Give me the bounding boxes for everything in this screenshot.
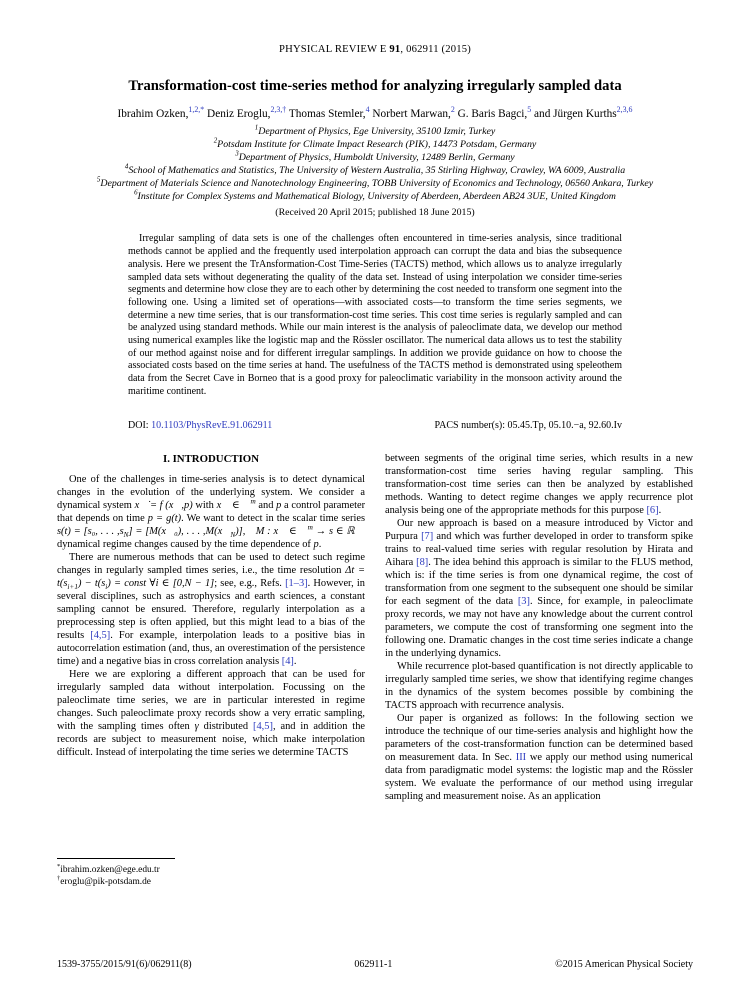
author-list [57, 105, 693, 120]
paragraph-intro-4 [385, 452, 693, 517]
text-segment: 2 [213, 137, 218, 145]
text-segment: * [57, 862, 61, 870]
text-segment: PHYSICAL REVIEW E [279, 44, 390, 55]
body-columns [57, 452, 693, 888]
text-segment: . For example, interpolation leads to a positive bias in autocorrelation estimation (and, thus, an overestimation of the persistence time) and a negative bias in cross correlation analysis [57, 629, 365, 667]
affiliation-4 [57, 165, 693, 178]
affiliation-1 [57, 126, 693, 139]
text-segment [245, 526, 255, 537]
text-segment: γ [194, 720, 199, 732]
text-segment: Potsdam Institute for Climate Impact Research (PIK), 14473 Potsdam, Germany [217, 138, 537, 150]
text-segment: between segments of the original time series, which results in a new transformation-cost time series having regular sampling. This transformation-cost time series can then be analyzed by established methods. Wanting to detect regime changes we apply recurrence plot analysis being one of the appropriate methods for this purpose [385, 452, 693, 516]
affiliation-list [57, 126, 693, 203]
text-segment: 4 [124, 163, 129, 171]
citation-link[interactable]: [3] [517, 595, 530, 607]
text-segment: i [105, 582, 108, 591]
text-segment: M : x⃗ ∈ ℝ [255, 525, 308, 537]
citation-link[interactable]: [6] [646, 504, 659, 516]
text-segment: School of Mathematics and Statistics, The University of Western Australia, 35 Stirling Highway, Crawley, WA 6009, Australia [128, 164, 626, 176]
text-segment: Department of Materials Science and Nanotechnology Engineering, TOBB University of Economics and Technology, 06560 Ankara, Turkey [100, 177, 654, 189]
citation-link[interactable]: 2 [450, 105, 455, 115]
received-published-line: (Received 20 April 2015; published 18 June 2015) [275, 207, 475, 219]
text-segment: , and in addition the records are subject to measurement noise, which make interpolation difficult. Instead of interpolating the time series we determine TACTS [57, 720, 366, 758]
text-segment: While recurrence plot-based quantification is not directly applicable to irregularly sampled time series, we show that identifying regime changes in the dynamics of the system becomes possible by combining the TACTS approach with recurrence analysis. [385, 660, 693, 711]
text-segment: . [658, 504, 662, 516]
text-segment: Norbert Marwan, [369, 108, 451, 120]
footnote-email-2 [57, 876, 365, 888]
paragraph-intro-7 [385, 712, 693, 803]
abstract-text: Irregular sampling of data sets is one of the challenges often encountered in time-series analysis, since traditional methods cannot be applied and the frequently used interpolation approach can corrupt the data and bias the subsequence analysis. Here we present the TrAnsformation-Cost Time-Series (TACTS) method, which allows us to analyze irregularly sampled data sets without degenerating the quality of the data set. Instead of using interpolation we consider time-series segments and determine how close they are to each other by determining the cost needed to transform one segment into the following one. Using a limited set of operations—with associated costs—to transform the time series segments, we determine a new time series, that is our transformation-cost time series. This cost time series is regularly sampled and can be analyzed using standard methods. While our main interest is the analysis of paleoclimate data, we develop our method using numerical examples like the logistic map and the Rössler oscillator. The numerical data allows us to test the stability of our method against noise and for different irregular samplings. In addition we provide guidance on how to choose the associated costs based on the time series at hand. The usefulness of the TACTS method is demonstrated using speleothem data from the Secret Cave in Borneo that is a good proxy for paleoclimatic variability in the monsoon activity around the maritime continent. [128, 233, 622, 397]
text-segment: Here we are exploring a different approach that can be used for irregularly sampled data without interpolation. Focussing on the paleoclimate time series, we are in particular interested in regime changes. Such paleoclimate proxy records show a very erratic sampling, with the sampling times often [57, 668, 365, 732]
right-column [385, 452, 693, 888]
text-segment: DOI: [128, 419, 152, 431]
text-segment: m [250, 497, 256, 506]
text-segment: † [57, 874, 61, 882]
journal-header [57, 44, 693, 55]
pacs-numbers: PACS number(s): 05.45.Tp, 05.10.−a, 92.60.Iv [434, 419, 622, 431]
citation-link[interactable]: 5 [527, 105, 532, 115]
footer-issn-code: 1539-3755/2015/91(6)/062911(8) [57, 959, 192, 970]
text-segment: we apply our method using numerical data from paradigmatic model systems: the logistic map and the Rössler system. We evaluate the performance of our method using irregular sampling and measurement noise. As an application [385, 751, 693, 802]
citation-link[interactable]: [1–3] [285, 577, 308, 589]
citation-link[interactable]: 10.1103/PhysRevE.91.062911 [151, 419, 273, 431]
text-segment: i+1 [67, 582, 78, 591]
text-segment: Department of Physics, Humboldt University, 12489 Berlin, Germany [238, 151, 515, 163]
text-segment: s(t) = [s₀, . . . ,s [57, 525, 124, 537]
footnote-email-1 [57, 864, 365, 876]
footnote-rule [57, 858, 175, 859]
affiliation-3 [57, 152, 693, 165]
text-segment: and Jürgen Kurths [531, 108, 617, 120]
text-segment: 91 [389, 44, 401, 55]
text-segment: dynamical regime changes caused by the time dependence of [57, 525, 365, 550]
text-segment: . Since, for example, in paleoclimate proxy records, we may not have any knowledge about the current control parameters, we compute the cost of transforming one segment into the following one. Dramatic changes in the cost time series indicate a change in the underlying dynamics. [385, 595, 693, 659]
text-segment: 3 [235, 150, 239, 158]
text-segment: . However, in several disciplines, such as astrophysics and earth sciences, a constant sampling cannot be ensured. Therefore, regularly interpolation as a preprocessing step is often applied, but this might lead to a bias of the results [57, 577, 366, 641]
text-segment: p [313, 538, 319, 550]
text-segment: Ibrahim Ozken, [117, 108, 189, 120]
text-segment: Department of Physics, Ege University, 35100 Izmir, Turkey [258, 126, 496, 137]
text-segment: ) = const ∀i ∈ [0,N − 1] [107, 577, 215, 589]
paragraph-intro-6 [385, 660, 693, 712]
text-segment: 1 [254, 124, 259, 132]
footer-page-number: 062911-1 [354, 959, 393, 970]
text-segment: . [318, 538, 322, 550]
text-segment: . We want to detect in the scalar time series [181, 512, 365, 524]
text-segment: m [307, 523, 313, 532]
citation-link[interactable]: [4,5] [253, 720, 273, 732]
paragraph-intro-1 [57, 473, 365, 551]
text-segment: There are numerous methods that can be used to detect such regime changes in regularly sampled times series, i.e., the time resolution [57, 551, 365, 576]
paragraph-intro-2 [57, 551, 365, 668]
text-segment: One of the challenges in time-series analysis is to detect dynamical changes in the evolution of the underlying system. We consider a dynamical system [57, 473, 365, 511]
paper-title: Transformation-cost time-series method for analyzing irregularly sampled data [128, 78, 622, 94]
text-segment: 5 [96, 176, 101, 184]
paragraph-intro-5 [385, 517, 693, 660]
text-segment: x⃗ ∈ ℝ [216, 499, 251, 511]
text-segment: G. Baris Bagci, [454, 108, 528, 120]
doi-line [128, 420, 272, 431]
text-segment: ; see, e.g., Refs. [214, 577, 286, 589]
text-segment: and which was further developed in order to transform spike trains to real-valued time series with regular resolution by Hirata and Aihara [385, 530, 693, 568]
text-segment: p = g(t) [147, 512, 182, 524]
page-footer [57, 959, 693, 970]
text-segment: ) − t(s [77, 577, 106, 589]
text-segment: Our paper is organized as follows: In the following section we introduce the technique of our time-series analysis and highlight how the parameters of the cost-transformation function can be determined based on measurement data. In Sec. [385, 712, 693, 763]
text-segment: , 062911 (2015) [400, 44, 471, 55]
footer-copyright: ©2015 American Physical Society [555, 959, 693, 970]
affiliation-2 [57, 139, 693, 152]
citation-link[interactable]: [8] [416, 556, 429, 568]
doi-pacs-row [128, 420, 622, 431]
text-segment: N [230, 530, 236, 539]
text-segment: a control parameter that depends on time [57, 499, 366, 524]
text-segment: and [255, 499, 277, 511]
text-segment: ibrahim.ozken@ege.edu.tr [60, 864, 160, 875]
text-segment: Thomas Stemler, [286, 108, 366, 120]
citation-link[interactable]: [4] [281, 655, 294, 667]
affiliation-5 [57, 178, 693, 191]
text-segment: 6 [134, 189, 138, 197]
text-segment: p [276, 499, 282, 511]
footnote-block [57, 848, 365, 888]
text-segment: Our new approach is based on a measure introduced by Victor and Purpura [385, 517, 693, 542]
text-segment: Δt = t(s [57, 564, 365, 589]
text-segment: N [123, 530, 129, 539]
left-column [57, 452, 365, 888]
text-segment: Deniz Eroglu, [204, 108, 271, 120]
citation-link[interactable]: III [515, 751, 527, 763]
paragraph-intro-3 [57, 668, 365, 759]
text-segment: with [192, 499, 217, 511]
citation-link[interactable]: 2,3,† [270, 105, 287, 115]
citation-link[interactable]: [4,5] [90, 629, 111, 641]
section-heading-introduction: I. INTRODUCTION [163, 452, 259, 465]
text-segment: . [293, 655, 297, 667]
text-segment: . The idea behind this approach is similar to the FLUS method, which is: if the time series is from one dynamical regime, the cost of transformation from one segment to the subsequent one should be similar for each segment of the data [385, 556, 693, 607]
text-segment: x⃗̇ = f (x⃗,p) [134, 499, 193, 511]
citation-link[interactable]: 1,2,* [188, 105, 205, 115]
text-segment: Institute for Complex Systems and Mathematical Biology, University of Aberdeen, Aberdeen AB24 3UE, United Kingdom [137, 190, 616, 202]
citation-link[interactable]: 2,3,6 [616, 105, 633, 115]
text-segment: ] = [M(x⃗₀), . . . ,M(x⃗ [128, 525, 231, 537]
text-segment: eroglu@pik-potsdam.de [60, 876, 151, 887]
affiliation-6 [57, 191, 693, 204]
citation-link[interactable]: 4 [365, 105, 370, 115]
citation-link[interactable]: [7] [421, 530, 434, 542]
text-segment: → s ∈ ℝ [312, 525, 355, 537]
text-segment: distributed [198, 720, 254, 732]
text-segment: )], [235, 525, 246, 537]
